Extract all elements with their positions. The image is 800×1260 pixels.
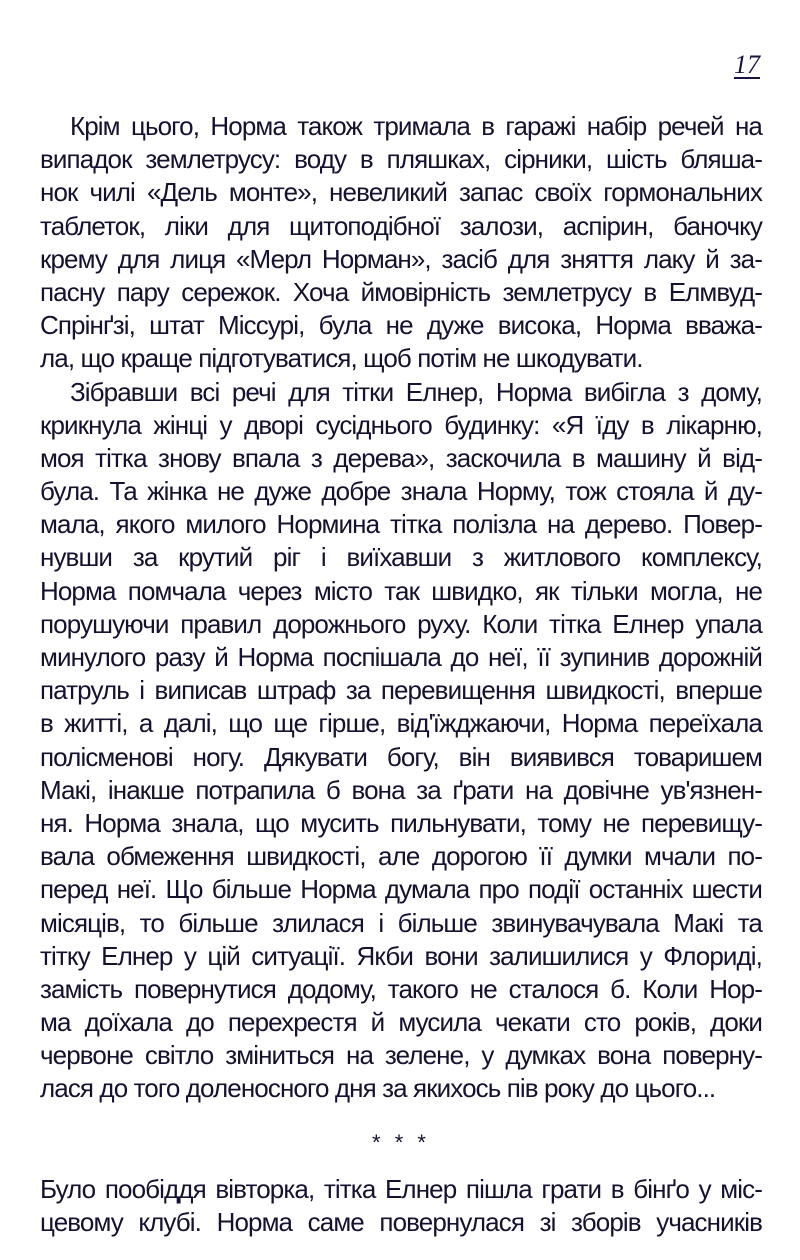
- text-line: ня. Норма знала, що мусить пильнувати, тому не перевищу-: [40, 807, 762, 838]
- text-line: мала, якого милого Нормина тітка полізла на дерево. Повер-: [40, 509, 762, 540]
- body-text: [40, 110, 762, 1239]
- text-line: минулого разу й Норма поспішала до неї, її зупинив дорожній: [40, 642, 762, 672]
- text-line: випадок землетрусу: воду в пляшках, сірники, шість бляша-: [40, 144, 762, 175]
- text-line: Спрінґзі, штат Міссурі, була не дуже висока, Норма вважа-: [40, 310, 762, 341]
- text-line: Крім цього, Норма також тримала в гаражі набір речей на: [70, 111, 762, 141]
- text-line: таблеток, ліки для щитоподібної залози, аспірин, баночку: [40, 210, 762, 241]
- text-line: лася до того доленосного дня за якихось пів року до цього...: [40, 1073, 716, 1104]
- text-line: крему для лиця «Мерл Норман», засіб для зняття лаку й за-: [40, 243, 762, 274]
- text-line: Було пообіддя вівторка, тітка Елнер пішла грати в бінґо у міс-: [40, 1173, 762, 1204]
- section-separator: * * *: [372, 1129, 430, 1155]
- text-line: замість повернутися додому, такого не сталося б. Коли Нор-: [40, 973, 762, 1004]
- text-line: червоне світло зміниться на зелене, у думках вона поверну-: [40, 1040, 762, 1071]
- text-line: місяців, то більше злилася і більше звинувачувала Макі та: [40, 907, 762, 938]
- text-line: була. Та жінка не дуже добре знала Норму, тож стояла й ду-: [40, 476, 762, 507]
- page-number: 17: [734, 50, 760, 79]
- text-line: полісменові ногу. Дякувати богу, він виявився товаришем: [40, 741, 762, 772]
- text-line: ла, що краще підготуватися, щоб потім не шкодувати.: [40, 343, 643, 374]
- paragraph-3: [40, 1173, 762, 1239]
- text-line: нок чилі «Дель монте», невеликий запас своїх гормональних: [40, 177, 762, 208]
- text-line: цевому клубі. Норма саме повернулася зі зборів учасників: [40, 1207, 762, 1237]
- text-line: тітку Елнер у цій ситуації. Якби вони залишилися у Флориді,: [40, 940, 762, 971]
- text-line: пасну пару сережок. Хоча ймовірність землетрусу в Елмвуд-: [40, 276, 762, 307]
- text-line: порушуючи правил дорожнього руху. Коли тітка Елнер упала: [40, 608, 762, 639]
- text-line: ма доїхала до перехрестя й мусила чекати сто років, доки: [40, 1007, 762, 1038]
- text-line: Зібравши всі речі для тітки Елнер, Норма вибігла з дому,: [70, 376, 762, 407]
- paragraph-1: [40, 110, 762, 376]
- text-line: Макі, інакше потрапила б вона за ґрати на довічне ув'язнен-: [40, 774, 762, 805]
- text-line: крикнула жінці у дворі сусіднього будинку: «Я їду в лікарню,: [40, 409, 762, 440]
- text-line: Норма помчала через місто так швидко, як тільки могла, не: [40, 575, 762, 606]
- text-line: патруль і виписав штраф за перевищення швидкості, вперше: [40, 675, 762, 706]
- text-line: в житті, а далі, що ще гірше, від'їжджаючи, Норма переїхала: [40, 708, 762, 739]
- paragraph-2: [40, 376, 762, 1106]
- text-line: нувши за крутий ріг і виїхавши з житлового комплексу,: [40, 542, 762, 573]
- text-line: вала обмеження швидкості, але дорогою її думки мчали по-: [40, 841, 762, 872]
- text-line: моя тітка знову впала з дерева», заскочила в машину й від-: [40, 442, 762, 473]
- text-line: перед неї. Що більше Норма думала про події останніх шести: [40, 874, 762, 905]
